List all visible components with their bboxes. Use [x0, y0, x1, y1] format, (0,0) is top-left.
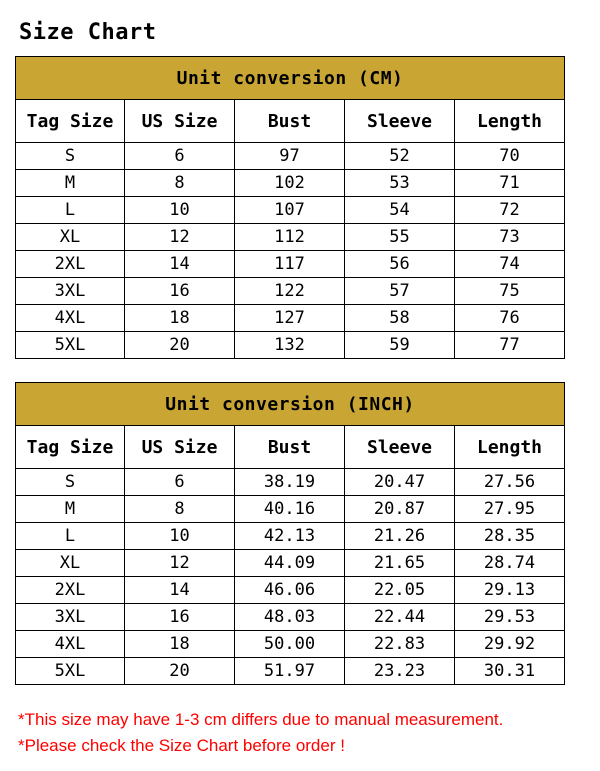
table-cell: 20	[125, 332, 235, 359]
table-row	[16, 332, 565, 359]
table-row	[16, 550, 565, 577]
table-row	[16, 170, 565, 197]
table-cell: 21.26	[345, 523, 455, 550]
table-cell: 97	[235, 143, 345, 170]
table-cell: 29.13	[455, 577, 565, 604]
table-cell: 28.74	[455, 550, 565, 577]
column-header: Tag Size	[16, 426, 125, 469]
table-cell: 27.95	[455, 496, 565, 523]
table-cell: M	[16, 170, 125, 197]
table-cell: M	[16, 496, 125, 523]
table-cell: 42.13	[235, 523, 345, 550]
table-cell: 71	[455, 170, 565, 197]
table-cell: 38.19	[235, 469, 345, 496]
table-body	[16, 469, 565, 685]
table-cell: 54	[345, 197, 455, 224]
size-table-inch	[15, 382, 565, 685]
table-cell: 4XL	[16, 631, 125, 658]
table-cell: 14	[125, 251, 235, 278]
table-cell: L	[16, 523, 125, 550]
table-cell: 112	[235, 224, 345, 251]
table-cell: 22.83	[345, 631, 455, 658]
table-row	[16, 251, 565, 278]
order-reminder-note: *Please check the Size Chart before order !	[18, 736, 345, 755]
table-cell: 12	[125, 550, 235, 577]
table-cell: 3XL	[16, 604, 125, 631]
table-cell: 48.03	[235, 604, 345, 631]
table-cell: 16	[125, 278, 235, 305]
table-cell: 107	[235, 197, 345, 224]
table-cell: 72	[455, 197, 565, 224]
table-cell: S	[16, 469, 125, 496]
column-header: Bust	[235, 100, 345, 143]
table-cell: 14	[125, 577, 235, 604]
table-cell: XL	[16, 224, 125, 251]
table-cell: 28.35	[455, 523, 565, 550]
table-cell: 16	[125, 604, 235, 631]
table-cell: 20.87	[345, 496, 455, 523]
table-row	[16, 577, 565, 604]
table-row	[16, 631, 565, 658]
table-row	[16, 224, 565, 251]
table-caption-row	[16, 383, 565, 426]
table-cell: 3XL	[16, 278, 125, 305]
table-row	[16, 305, 565, 332]
column-header: Length	[455, 100, 565, 143]
table-cell: 10	[125, 197, 235, 224]
table-caption: Unit conversion (INCH)	[16, 383, 565, 426]
table-cell: 55	[345, 224, 455, 251]
table-cell: 75	[455, 278, 565, 305]
table-cell: 77	[455, 332, 565, 359]
table-cell: 12	[125, 224, 235, 251]
table-cell: L	[16, 197, 125, 224]
table-cell: 18	[125, 631, 235, 658]
table-cell: 20.47	[345, 469, 455, 496]
table-cell: 20	[125, 658, 235, 685]
table-caption: Unit conversion (CM)	[16, 57, 565, 100]
table-cell: 22.44	[345, 604, 455, 631]
table-cell: 2XL	[16, 251, 125, 278]
table-row	[16, 143, 565, 170]
table-body	[16, 143, 565, 359]
table-cell: 6	[125, 143, 235, 170]
table-cell: 70	[455, 143, 565, 170]
table-cell: 74	[455, 251, 565, 278]
column-header: US Size	[125, 100, 235, 143]
table-cell: 8	[125, 170, 235, 197]
table-row	[16, 278, 565, 305]
table-cell: 53	[345, 170, 455, 197]
table-cell: 44.09	[235, 550, 345, 577]
table-cell: 2XL	[16, 577, 125, 604]
table-cell: 76	[455, 305, 565, 332]
table-row	[16, 197, 565, 224]
table-cell: 5XL	[16, 332, 125, 359]
table-cell: 6	[125, 469, 235, 496]
table-row	[16, 604, 565, 631]
table-cell: 52	[345, 143, 455, 170]
table-header-row	[16, 426, 565, 469]
table-cell: 122	[235, 278, 345, 305]
table-header-row	[16, 100, 565, 143]
table-cell: 5XL	[16, 658, 125, 685]
table-cell: 51.97	[235, 658, 345, 685]
column-header: Sleeve	[345, 100, 455, 143]
table-cell: 8	[125, 496, 235, 523]
table-row	[16, 658, 565, 685]
table-cell: S	[16, 143, 125, 170]
table-cell: 10	[125, 523, 235, 550]
table-cell: 73	[455, 224, 565, 251]
table-row	[16, 523, 565, 550]
column-header: Length	[455, 426, 565, 469]
table-cell: 29.92	[455, 631, 565, 658]
table-cell: 21.65	[345, 550, 455, 577]
table-row	[16, 496, 565, 523]
column-header: Sleeve	[345, 426, 455, 469]
table-cell: XL	[16, 550, 125, 577]
table-cell: 18	[125, 305, 235, 332]
disclaimer-note: *This size may have 1-3 cm differs due to manual measurement.	[18, 710, 504, 729]
table-cell: 132	[235, 332, 345, 359]
table-caption-row	[16, 57, 565, 100]
table-row	[16, 469, 565, 496]
table-cell: 117	[235, 251, 345, 278]
table-cell: 59	[345, 332, 455, 359]
table-cell: 58	[345, 305, 455, 332]
table-cell: 102	[235, 170, 345, 197]
table-cell: 127	[235, 305, 345, 332]
table-cell: 30.31	[455, 658, 565, 685]
table-cell: 22.05	[345, 577, 455, 604]
column-header: Tag Size	[16, 100, 125, 143]
table-cell: 4XL	[16, 305, 125, 332]
table-cell: 40.16	[235, 496, 345, 523]
table-cell: 29.53	[455, 604, 565, 631]
table-cell: 27.56	[455, 469, 565, 496]
table-cell: 23.23	[345, 658, 455, 685]
column-header: US Size	[125, 426, 235, 469]
table-cell: 56	[345, 251, 455, 278]
table-cell: 57	[345, 278, 455, 305]
table-cell: 46.06	[235, 577, 345, 604]
table-cell: 50.00	[235, 631, 345, 658]
column-header: Bust	[235, 426, 345, 469]
page-title: Size Chart	[19, 20, 157, 45]
size-table-cm	[15, 56, 565, 359]
